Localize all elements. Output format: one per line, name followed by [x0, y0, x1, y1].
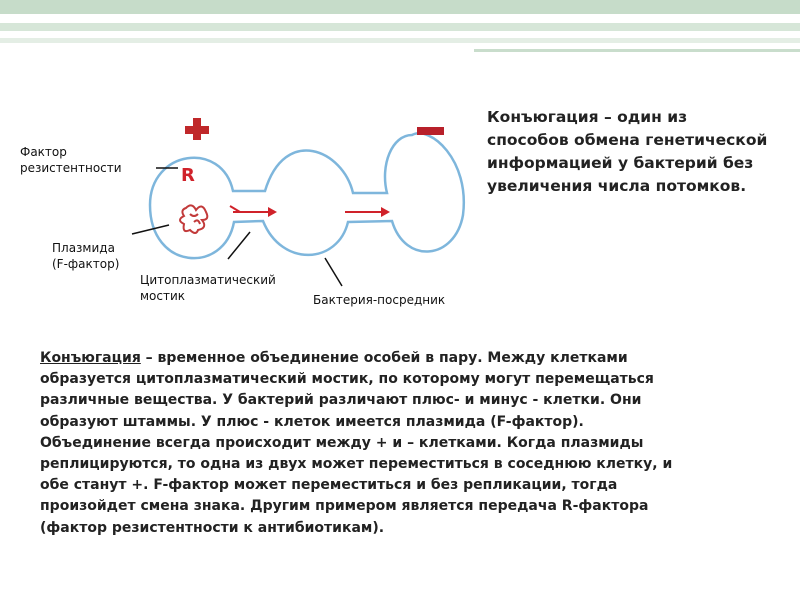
plus-sign-icon — [185, 118, 209, 140]
minus-sign-icon — [417, 127, 444, 135]
page-title: Конъюгация – один из способов обмена генетической информацией у бактерий без увеличения числа потомков. — [487, 108, 768, 195]
r-marker: R — [181, 165, 195, 186]
label-cytoplasmic-bridge: Цитоплазматический мостик — [140, 273, 276, 303]
label-intermediary-bacterium: Бактерия-посредник — [313, 293, 446, 307]
leader-line — [325, 258, 342, 286]
label-plasmid: Плазмида (F-фактор) — [52, 241, 120, 271]
description-term: Конъюгация — [40, 350, 141, 366]
leader-line — [132, 225, 169, 234]
description-paragraph — [40, 348, 760, 539]
transfer-arrow-icon — [230, 206, 277, 217]
label-resistance-factor: Фактор резистентности — [20, 145, 122, 175]
plasmid-icon — [180, 205, 207, 233]
transfer-arrow-icon — [345, 207, 390, 217]
cell-outline — [150, 133, 464, 258]
leader-line — [228, 232, 250, 259]
description-text: – временное объединение особей в пару. Между клетками образуется цитоплазматический мостик, по которому могут перемещаться различные вещества. У бактерий различают плюс- и минус - клетки. Они образуют штаммы. У плюс - клеток имеется плазмида (F-фактор). Объединение всегда происходит между + и – клетками. Когда плазмиды реплицируются, то одна из двух может переместиться в соседнюю клетку, и обе станут +. F-фактор может переместиться и без репликации, тогда произойдет смена знака. Другим примером является передача R-фактора (фактор резистентности к антибиотикам). — [40, 350, 673, 536]
